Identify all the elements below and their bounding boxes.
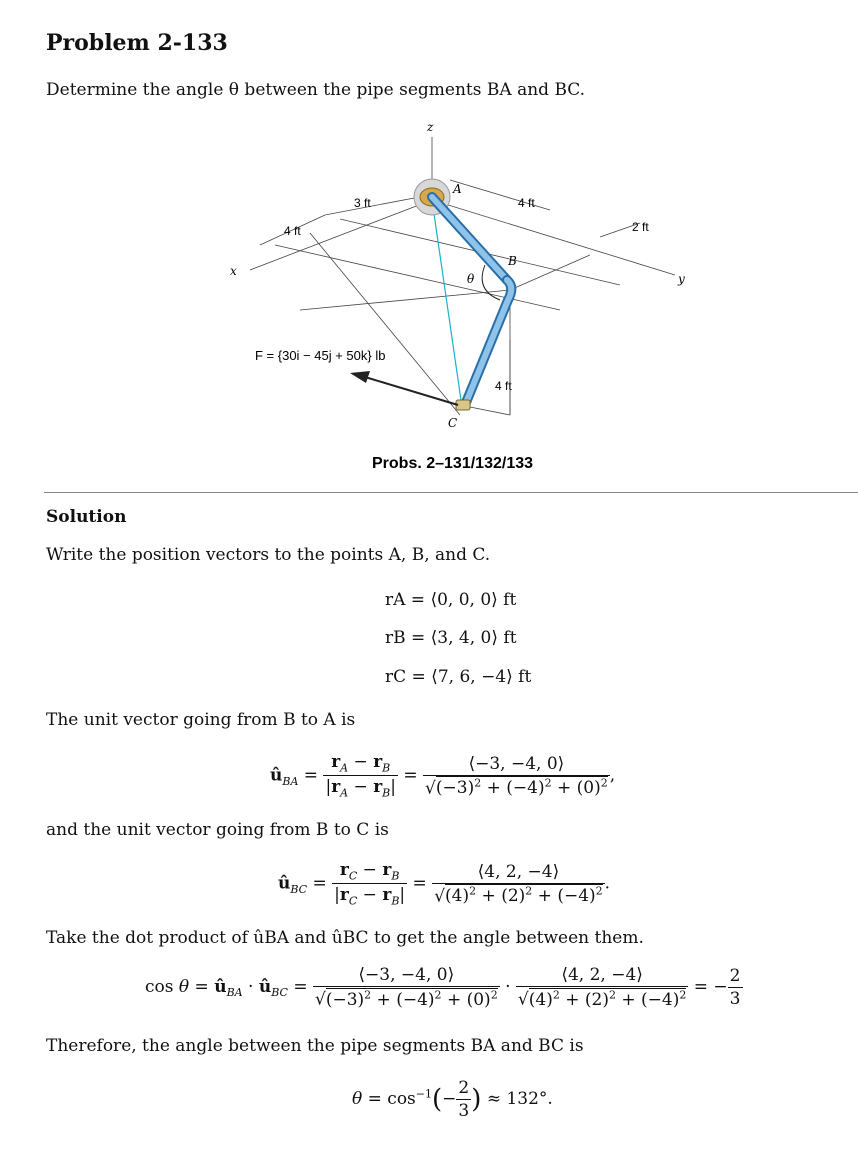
axis-y-label: y	[678, 272, 685, 286]
force-arrowhead	[350, 371, 370, 383]
dim-2ft-label: 2 ft	[632, 220, 649, 234]
unit-vector-bc-equation: $û_{BC}$ = $\frac{r_C - r_B}{|r_C - r_B|}$ = $\frac{⟨4, 2, -4⟩}{√(4)^2 + (2)^2 + (-4)^2}$ .	[278, 860, 611, 908]
dim-4ft-vertical-label: 4 ft	[495, 379, 512, 393]
position-vector-b: rB = ⟨3, 4, 0⟩ ft	[385, 628, 517, 648]
point-b-label: B	[508, 254, 517, 268]
pipe-highlight	[432, 197, 507, 280]
solution-intro: Write the position vectors to the points A, B, and C.	[46, 545, 491, 565]
solution-heading: Solution	[46, 507, 127, 527]
unit-vector-ba-text: The unit vector going from B to A is	[46, 710, 356, 730]
dot-product-text: Take the dot product of ûBA and ûBC to get the angle between them.	[46, 928, 644, 948]
guide-line	[300, 290, 510, 310]
position-vector-a: rA = ⟨0, 0, 0⟩ ft	[385, 590, 517, 610]
point-c-label: C	[448, 416, 458, 430]
section-divider	[44, 492, 858, 493]
end-cap-c	[456, 400, 470, 410]
pipe-figure	[220, 115, 700, 485]
force-arrow	[365, 377, 458, 405]
axis-x-label: x	[230, 264, 237, 278]
page-title: Problem 2-133	[46, 30, 228, 56]
cos-theta-equation: $\cos \theta = û_{BA}$ · $û_{BC}$ = $\frac{⟨-3, -4, 0⟩}{√(-3)^2 + (-4)^2 + (0)^2}$ · $\frac{⟨4, 2, -4⟩}{√(4)^2 + (2)^2 + (-4)^2}$ = − $\frac{2}{3}$	[145, 965, 741, 1010]
therefore-text: Therefore, the angle between the pipe segments BA and BC is	[46, 1036, 584, 1056]
unit-vector-ba-equation: $û_{BA}$ = $\frac{r_A - r_B}{|r_A - r_B|}$ = $\frac{⟨-3, -4, 0⟩}{√(-3)^2 + (-4)^2 + (0)^2}$ ,	[270, 752, 616, 800]
dim-line	[450, 180, 550, 210]
guide-line	[510, 255, 590, 290]
x-axis-line	[250, 200, 432, 270]
figure-caption: Probs. 2–131/132/133	[372, 455, 534, 472]
problem-statement: Determine the angle θ between the pipe segments BA and BC.	[46, 80, 586, 100]
guide-line	[310, 233, 460, 415]
point-a-label: A	[453, 182, 462, 196]
guide-line	[275, 245, 560, 310]
dim-4ft-top-label: 4 ft	[518, 196, 535, 210]
theta-result-equation: $\theta = \cos^{-1}(-$ $\frac{2}{3}$ ) ≈ 132°.	[352, 1078, 553, 1121]
unit-vector-bc-text: and the unit vector going from B to C is	[46, 820, 389, 840]
axis-z-label: z	[427, 120, 434, 134]
dim-4ft-left-label: 4 ft	[284, 224, 301, 238]
position-vector-c: rC = ⟨7, 6, −4⟩ ft	[385, 667, 532, 687]
theta-result: ≈ 132°.	[486, 1089, 553, 1109]
force-label: F = {30i − 45j + 50k} lb	[255, 348, 386, 363]
theta-label: θ	[467, 272, 475, 286]
dim-3ft-label: 3 ft	[354, 196, 371, 210]
